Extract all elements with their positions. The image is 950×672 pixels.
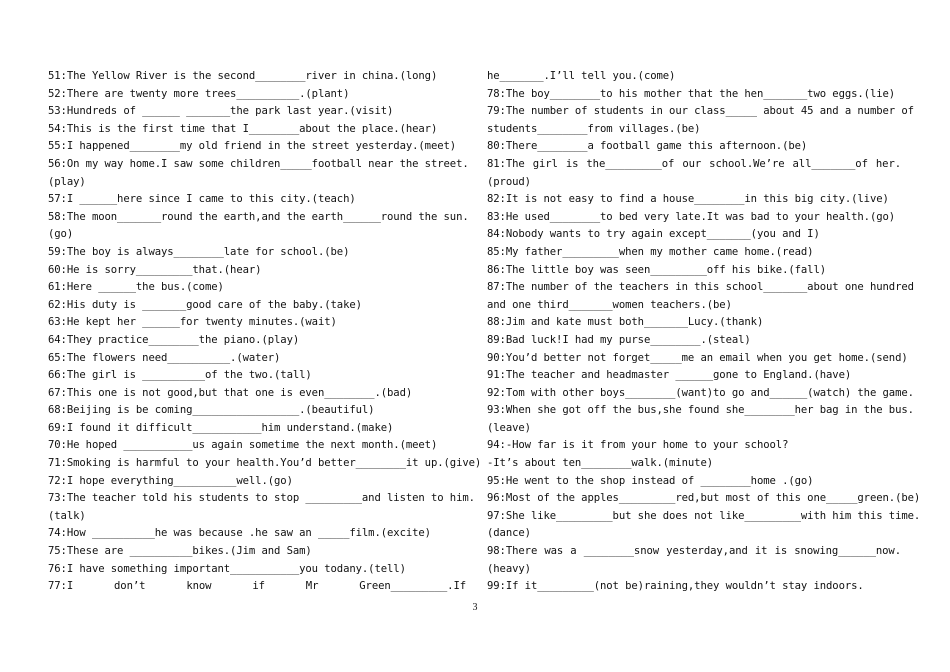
text-line: 55:I happened________my old friend in the street yesterday.(meet) (48, 140, 457, 153)
text-line: 94:-How far is it from your home to your school? (487, 439, 789, 452)
text-line: 51:The Yellow River is the second________river in china.(long) (48, 70, 438, 82)
text-line: 81:The girl is the_________of our school.We’re all_______of her. (487, 157, 901, 170)
text-line: (dance) (487, 527, 531, 540)
text-line: 65:The flowers need__________.(water) (48, 351, 281, 364)
text-line: 85:My father_________when my mother came home.(read) (487, 245, 814, 258)
text-line: 79:The number of students in our class_____ about 45 and a number of (487, 105, 914, 118)
text-line: 87:The number of the teachers in this school_______about one hundred (487, 281, 914, 294)
text-line: (play) (48, 175, 86, 188)
text-line: 69:I found it difficult___________him understand.(make) (48, 421, 394, 434)
text-line: 74:How __________he was because .he saw an _____film.(excite) (48, 527, 431, 540)
text-line: 89:Bad luck!I had my purse________.(steal) (487, 333, 751, 346)
text-line: 78:The boy________to his mother that the hen_______two eggs.(lie) (487, 87, 896, 100)
text-line: and one third_______women teachers.(be) (487, 298, 732, 311)
text-line: 52:There are twenty more trees__________.(plant) (48, 87, 350, 100)
text-line: 93:When she got off the bus,she found she________her bag in the bus. (487, 404, 914, 417)
text-line: 72:I hope everything__________well.(go) (48, 474, 293, 487)
page-number: 3 (472, 602, 478, 613)
text-line: (proud) (487, 175, 531, 188)
text-line: students________from villages.(be) (487, 122, 701, 135)
text-line: 80:There________a football game this afternoon.(be) (487, 140, 808, 153)
text-line: he_______.I’ll tell you.(come) (487, 70, 676, 82)
text-line: 68:Beijing is be coming_________________.(beautiful) (48, 404, 375, 417)
text-line: 90:You’d better not forget_____me an email when you get home.(send) (487, 351, 908, 364)
text-line: 58:The moon_______round the earth,and the earth______round the sun. (48, 210, 469, 223)
text-line: (go) (48, 228, 74, 241)
text-line: 83:He used________to bed very late.It was bad to your health.(go) (487, 210, 896, 223)
text-line: 62:His duty is _______good care of the baby.(take) (48, 298, 362, 311)
text-line: 54:This is the first time that I________about the place.(hear) (48, 122, 438, 135)
text-line: (heavy) (487, 562, 531, 575)
text-line: (talk) (48, 509, 86, 522)
text-line: 96:Most of the apples_________red,but most of this one_____green.(be) (487, 492, 921, 505)
text-line: 60:He is sorry_________that.(hear) (48, 263, 262, 276)
text-line: 71:Smoking is harmful to your health.You’d better________it up.(give) (48, 457, 482, 470)
text-line: 97:She like_________but she does not like_________with him this time. (487, 509, 921, 522)
text-line: 77:I don’t know if Mr Green_________.If (48, 580, 466, 593)
text-line: 53:Hundreds of ______ _______the park last year.(visit) (48, 105, 394, 118)
text-line: -It’s about ten________walk.(minute) (487, 457, 714, 470)
text-line: 82:It is not easy to find a house________in this big city.(live) (487, 193, 889, 206)
text-line: 91:The teacher and headmaster ______gone to England.(have) (487, 369, 852, 382)
text-line: 64:They practice________the piano.(play) (48, 333, 300, 346)
text-line: 59:The boy is always________late for school.(be) (48, 245, 350, 258)
text-line: 57:I ______here since I came to this city.(teach) (48, 193, 356, 206)
text-line: 84:Nobody wants to try again except_______(you and I) (487, 228, 820, 241)
text-line: 86:The little boy was seen_________off his bike.(fall) (487, 263, 827, 276)
text-line: 66:The girl is __________of the two.(tall) (48, 369, 312, 382)
left-column (48, 68, 482, 596)
text-line: 63:He kept her ______for twenty minutes.(wait) (48, 316, 337, 329)
text-line: 67:This one is not good,but that one is even________.(bad) (48, 386, 413, 399)
text-line: 98:There was a ________snow yesterday,and it is snowing______now. (487, 545, 901, 558)
text-line: 99:If it_________(not be)raining,they wouldn’t stay indoors. (487, 580, 864, 593)
right-column (487, 68, 921, 596)
text-line: (leave) (487, 421, 531, 434)
text-line: 75:These are __________bikes.(Jim and Sam) (48, 545, 312, 558)
text-line: 73:The teacher told his students to stop _________and listen to him. (48, 492, 475, 505)
text-line: 92:Tom with other boys________(want)to go and______(watch) the game. (487, 386, 914, 399)
text-line: 61:Here ______the bus.(come) (48, 281, 224, 294)
text-line: 76:I have something important___________you todany.(tell) (48, 562, 406, 575)
text-line: 56:On my way home.I saw some children_____football near the street. (48, 157, 469, 170)
text-line: 95:He went to the shop instead of ________home .(go) (487, 474, 814, 487)
text-line: 88:Jim and kate must both_______Lucy.(thank) (487, 316, 764, 329)
text-line: 70:He hoped ___________us again sometime the next month.(meet) (48, 439, 438, 452)
